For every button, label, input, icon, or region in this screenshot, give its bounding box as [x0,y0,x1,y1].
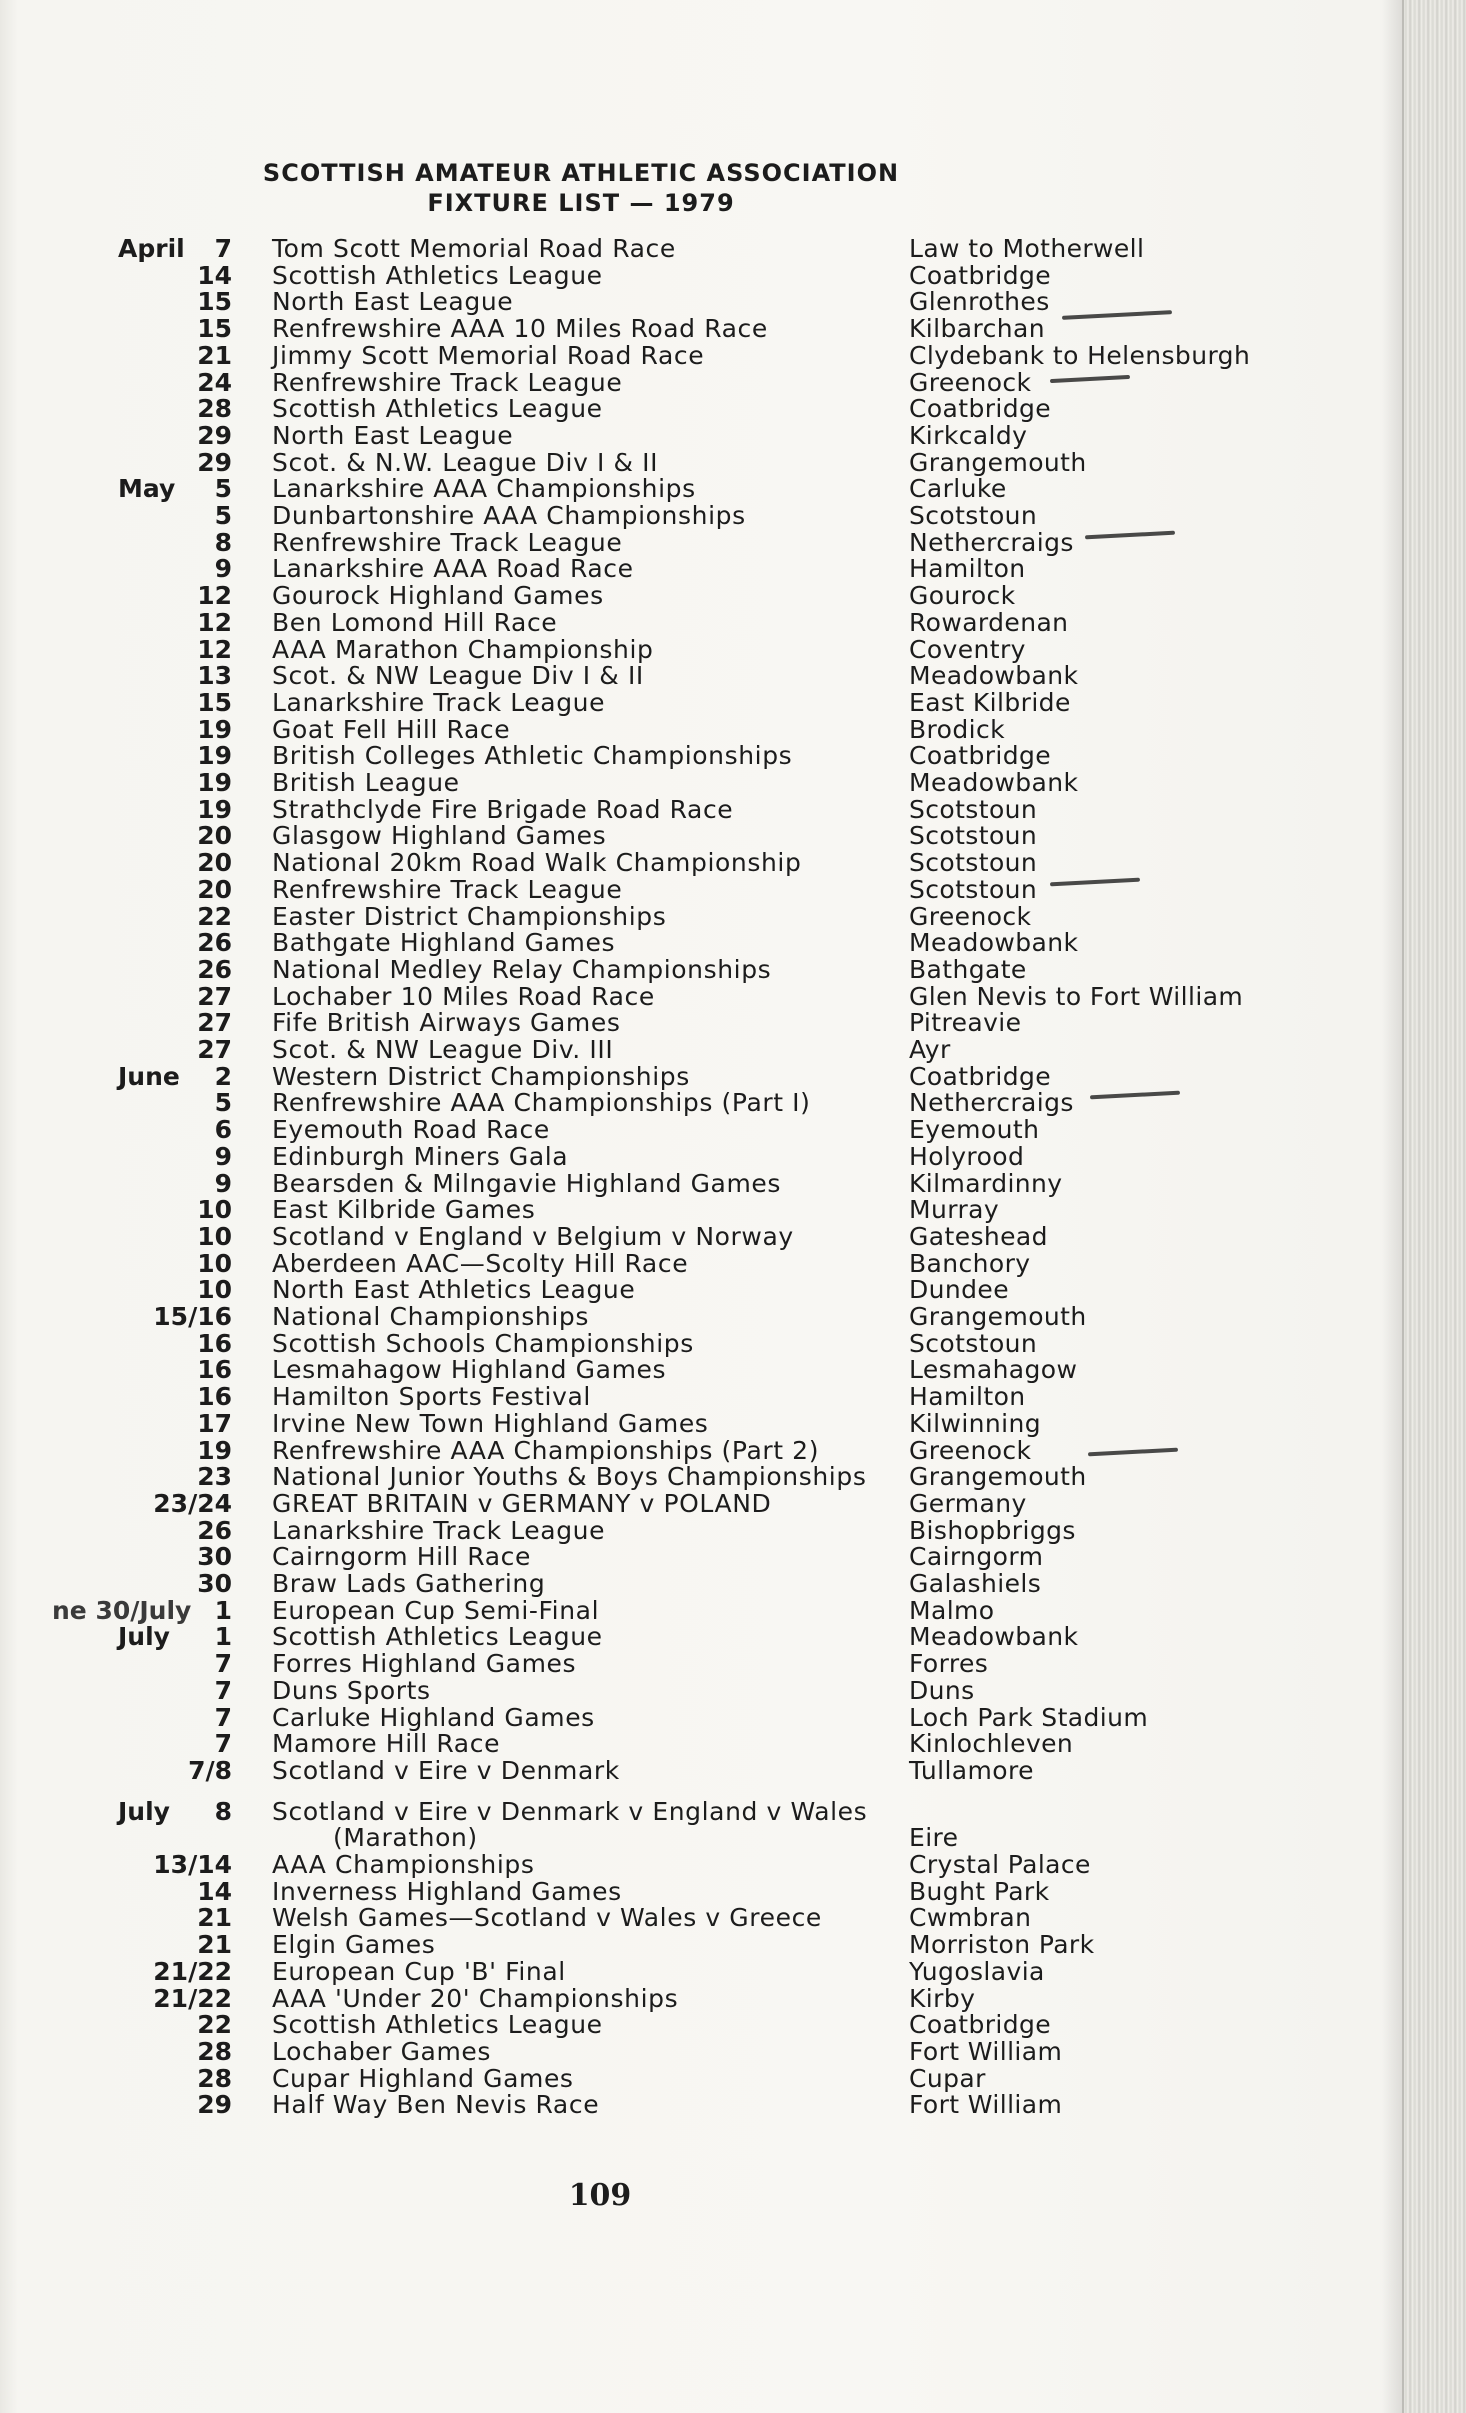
fixture-date: 20 [197,821,232,851]
fixture-venue: Nethercraigs [909,527,1074,557]
fixture-event: AAA Marathon Championship [272,634,654,664]
fixture-row [0,262,1400,289]
fixture-event: Cairngorm Hill Race [272,1542,531,1572]
fixture-venue: Kinlochleven [909,1729,1074,1759]
fixture-event: Western District Championships [272,1061,690,1091]
fixture-venue: Clydebank to Helensburgh [909,340,1251,370]
fixture-date: 10 [197,1221,232,1251]
fixture-event: Bearsden & Milngavie Highland Games [272,1168,782,1198]
fixture-date: 22 [197,2010,232,2040]
fixture-date: 27 [197,1008,232,1038]
fixture-row [0,2091,1400,2118]
fixture-row [0,876,1400,903]
fixture-venue: Coatbridge [909,260,1052,290]
fixture-event: Scot. & NW League Div I & II [272,661,644,691]
fixture-event: Easter District Championships [272,901,667,931]
fixture-date: 16 [197,1328,232,1358]
fixture-date: 30 [197,1569,232,1598]
fixture-row [0,1597,1400,1624]
fixture-event: Scotland v Eire v Denmark v England v Wales [272,1796,868,1826]
fixture-date: 28 [197,394,232,424]
fixture-date: 8 [214,1796,232,1826]
fixture-date: 21/22 [153,1956,232,1986]
fixture-event: Strathclyde Fire Brigade Road Race [272,794,734,824]
fixture-event: Aberdeen AAC—Scolty Hill Race [272,1248,689,1278]
fixture-venue: Law to Motherwell [909,234,1145,263]
fixture-date: 10 [197,1195,232,1225]
fixture-date: 26 [197,954,232,984]
fixture-venue: Meadowbank [909,928,1079,958]
fixture-venue: Fort William [909,2036,1063,2066]
fixture-event: Dunbartonshire AAA Championships [272,501,746,530]
fixture-venue: Eyemouth [909,1115,1040,1145]
fixture-row [0,1931,1400,1958]
fixture-event: British League [272,768,460,797]
fixture-venue: Yugoslavia [909,1956,1045,1986]
fixture-event: Lesmahagow Highland Games [272,1355,667,1385]
fixture-venue: Cwmbran [909,1903,1032,1933]
fixture-event: AAA Championships [272,1850,535,1879]
fixture-venue: Morriston Park [909,1930,1095,1960]
fixture-event: North East League [272,420,514,450]
fixture-row [0,1543,1400,1570]
fixture-date: 19 [197,714,232,744]
fixture-event: Half Way Ben Nevis Race [272,2090,600,2120]
fixture-row [0,1330,1400,1357]
fixture-date: 9 [214,1168,232,1198]
fixture-event: European Cup 'B' Final [272,1956,566,1986]
fixture-row [0,1383,1400,1410]
fixture-date: 16 [197,1382,232,1412]
fixture-event: National Championships [272,1302,589,1331]
fixture-date: 21 [197,1903,232,1933]
fixture-event: Duns Sports [272,1675,431,1705]
fixture-event: Lochaber 10 Miles Road Race [272,981,655,1011]
fixture-date: 29 [197,420,232,450]
fixture-event: North East League [272,287,514,317]
fixture-event: Bathgate Highland Games [272,928,616,958]
fixture-venue: Eire [909,1823,959,1853]
fixture-venue: Murray [909,1195,1000,1225]
fixture-date: 28 [197,2036,232,2066]
fixture-event: GREAT BRITAIN v GERMANY v POLAND [272,1488,772,1518]
fixture-venue: Scotstoun [909,794,1038,824]
fixture-date: 9 [214,1141,232,1171]
fixture-event: Jimmy Scott Memorial Road Race [272,340,705,370]
fixture-row [0,1985,1400,2012]
fixture-date: 7 [214,1675,232,1705]
fixture-date: 2 [214,1061,232,1091]
fixture-venue: Greenock [909,367,1032,397]
fixture-row [0,2038,1400,2065]
fixture-row [0,1089,1400,1116]
fixture-row [0,1623,1400,1650]
fixture-row [0,1063,1400,1090]
fixture-row [0,1757,1400,1784]
fixture-event: Edinburgh Miners Gala [272,1141,569,1171]
fixture-date: 30 [197,1542,232,1572]
fixture-venue: Glenrothes [909,287,1050,317]
fixture-date: 12 [197,581,232,611]
fixture-row [0,395,1400,422]
fixture-month: July [118,1796,170,1826]
fixture-date: 10 [197,1248,232,1278]
fixture-venue: Meadowbank [909,1622,1079,1652]
fixture-date: 7 [214,1649,232,1679]
fixture-venue: Nethercraigs [909,1088,1074,1118]
fixture-date: 23 [197,1462,232,1492]
fixture-date: 24 [197,367,232,397]
fixture-row [0,716,1400,743]
fixture-date: 17 [197,1408,232,1438]
fixture-venue: Grangemouth [909,1302,1087,1331]
fixture-event: Scottish Athletics League [272,1622,603,1652]
fixture-event: Scot. & N.W. League Div I & II [272,447,659,477]
fixture-event: Lanarkshire AAA Road Race [272,554,634,584]
fixture-row [0,369,1400,396]
fixture-row [0,1570,1400,1597]
fixture-venue: Germany [909,1488,1027,1518]
fixture-event: East Kilbride Games [272,1195,536,1225]
fixture-date: 15 [197,287,232,317]
fixture-event: Fife British Airways Games [272,1008,621,1038]
fixture-event: National Medley Relay Championships [272,954,772,984]
fixture-row [0,636,1400,663]
fixture-event: Forres Highland Games [272,1649,577,1679]
fixture-month: July [118,1622,170,1652]
fixture-venue: Scotstoun [909,821,1038,851]
fixture-event: Tom Scott Memorial Road Race [272,234,676,263]
fixture-month: ne 30/July [52,1595,192,1625]
fixture-event: North East Athletics League [272,1275,636,1305]
fixture-venue: Coventry [909,634,1026,664]
fixture-date: 21/22 [153,1983,232,2013]
fixture-row [0,1490,1400,1517]
fixture-venue: Coatbridge [909,1061,1052,1091]
fixture-row [0,1170,1400,1197]
fixture-row [0,769,1400,796]
fixture-row [0,475,1400,502]
fixture-event: European Cup Semi-Final [272,1595,600,1625]
fixture-venue: East Kilbride [909,687,1071,717]
fixture-row [0,2065,1400,2092]
fixture-venue: Pitreavie [909,1008,1022,1038]
fixture-venue: Cairngorm [909,1542,1044,1572]
fixture-row [0,1356,1400,1383]
fixture-row [0,1958,1400,1985]
fixture-venue: Hamilton [909,554,1026,584]
fixture-venue: Scotstoun [909,848,1038,878]
fixture-row [0,1463,1400,1490]
fixture-venue: Coatbridge [909,394,1052,424]
fixture-date: 13 [197,661,232,691]
fixture-date: 23/24 [153,1488,232,1518]
fixture-row [0,2011,1400,2038]
fixture-venue: Gourock [909,581,1016,611]
fixture-venue: Hamilton [909,1382,1026,1412]
fixture-row [0,1437,1400,1464]
page-number: 109 [568,2178,632,2213]
fixture-venue: Greenock [909,1435,1032,1465]
fixture-event: Lanarkshire Track League [272,1515,606,1545]
fixture-event: Carluke Highland Games [272,1702,595,1732]
fixture-event: Scotland v Eire v Denmark [272,1755,620,1785]
fixture-venue: Crystal Palace [909,1850,1091,1879]
fixture-venue: Kirby [909,1983,976,2013]
fixture-event: Scottish Schools Championships [272,1328,694,1358]
fixture-venue: Brodick [909,714,1006,744]
fixture-date: 28 [197,2063,232,2093]
fixture-event: Scotland v England v Belgium v Norway [272,1221,794,1251]
fixture-row [0,1878,1400,1905]
fixture-event: Scot. & NW League Div. III [272,1035,614,1064]
fixture-row [0,1517,1400,1544]
fixture-row [0,609,1400,636]
fixture-row [0,1009,1400,1036]
fixture-event: Renfrewshire AAA Championships (Part 2) [272,1435,820,1465]
fixture-date: 7 [214,1702,232,1732]
fixture-event: Renfrewshire AAA Championships (Part I) [272,1088,811,1118]
fixture-row [0,1704,1400,1731]
fixture-venue: Kirkcaldy [909,420,1028,450]
fixture-row [0,1250,1400,1277]
fixture-row [0,822,1400,849]
fixture-venue: Coatbridge [909,741,1052,771]
fixture-row [0,1223,1400,1250]
fixture-event: Renfrewshire Track League [272,367,623,397]
fixture-row [0,1410,1400,1437]
fixture-event: Cupar Highland Games [272,2063,574,2093]
fixture-venue: Dundee [909,1275,1009,1305]
fixture-date: 20 [197,874,232,904]
fixture-date: 7/8 [188,1755,232,1785]
fixture-row [0,1677,1400,1704]
fixture-date: 8 [214,527,232,557]
fixture-event: British Colleges Athletic Championships [272,741,793,771]
fixture-row [0,1116,1400,1143]
fixture-venue: Galashiels [909,1569,1042,1598]
fixture-date: 13/14 [153,1850,232,1879]
fixture-venue: Grangemouth [909,447,1087,477]
fixture-event: Ben Lomond Hill Race [272,607,558,637]
fixture-venue: Bishopbriggs [909,1515,1076,1545]
fixture-date: 7 [214,234,232,263]
fixture-event: Hamilton Sports Festival [272,1382,591,1412]
fixture-venue: Duns [909,1675,975,1705]
fixture-event: Elgin Games [272,1930,436,1960]
fixture-event: Renfrewshire Track League [272,527,623,557]
fixture-event: Glasgow Highland Games [272,821,607,851]
fixture-venue: Scotstoun [909,874,1038,904]
fixture-row [0,689,1400,716]
fixture-event: Inverness Highland Games [272,1876,622,1906]
fixture-venue: Bathgate [909,954,1027,984]
fixture-row [0,1730,1400,1757]
fixture-row [0,929,1400,956]
fixture-event: Eyemouth Road Race [272,1115,550,1145]
fixture-row [0,849,1400,876]
fixture-date: 5 [214,474,232,504]
fixture-date: 16 [197,1355,232,1385]
fixture-venue: Greenock [909,901,1032,931]
fixture-date: 14 [197,1876,232,1906]
fixture-row [0,1851,1400,1878]
fixture-row [0,235,1400,262]
page-title: SCOTTISH AMATEUR ATHLETIC ASSOCIATION [262,159,900,187]
fixture-month: May [118,474,176,504]
fixture-date: 19 [197,794,232,824]
fixture-row [0,1143,1400,1170]
fixture-venue: Grangemouth [909,1462,1087,1492]
page-stack-edge [1402,0,1466,2413]
fixture-date: 15 [197,687,232,717]
fixture-row [0,529,1400,556]
fixture-event: Scottish Athletics League [272,2010,603,2040]
fixture-row [0,1798,1400,1825]
fixture-venue: Carluke [909,474,1007,504]
fixture-date: 5 [214,1088,232,1118]
fixture-event: Scottish Athletics League [272,260,603,290]
fixture-event: Lanarkshire AAA Championships [272,474,696,504]
fixture-event: AAA 'Under 20' Championships [272,1983,679,2013]
fixture-date: 7 [214,1729,232,1759]
page-subtitle: FIXTURE LIST — 1979 [427,189,735,217]
fixture-venue: Meadowbank [909,661,1079,691]
fixture-row [0,1276,1400,1303]
fixture-row [0,582,1400,609]
fixture-row [0,956,1400,983]
fixture-row [0,983,1400,1010]
fixture-venue: Bught Park [909,1876,1050,1906]
fixture-venue: Forres [909,1649,989,1679]
fixture-event: (Marathon) [333,1823,478,1853]
fixture-date: 26 [197,1515,232,1545]
fixture-date: 15 [197,314,232,344]
fixture-date: 27 [197,981,232,1011]
fixture-date: 26 [197,928,232,958]
fixture-date: 14 [197,260,232,290]
fixture-row [0,903,1400,930]
fixture-row [0,1824,1400,1851]
fixture-venue: Tullamore [909,1755,1034,1785]
fixture-date: 12 [197,634,232,664]
fixture-event: Welsh Games—Scotland v Wales v Greece [272,1903,822,1933]
fixture-date: 5 [214,501,232,530]
fixture-venue: Loch Park Stadium [909,1702,1149,1732]
fixture-venue: Fort William [909,2090,1063,2120]
fixture-date: 15/16 [153,1302,232,1331]
fixture-month: June [118,1061,180,1091]
fixture-venue: Glen Nevis to Fort William [909,981,1244,1011]
fixture-venue: Meadowbank [909,768,1079,797]
fixture-row [0,1036,1400,1063]
fixture-row [0,449,1400,476]
fixture-venue: Kilwinning [909,1408,1042,1438]
fixture-row [0,1650,1400,1677]
fixture-event: Mamore Hill Race [272,1729,501,1759]
fixture-event: Renfrewshire AAA 10 Miles Road Race [272,314,768,344]
fixture-venue: Ayr [909,1035,951,1064]
fixture-event: Renfrewshire Track League [272,874,623,904]
fixture-date: 9 [214,554,232,584]
fixture-date: 19 [197,1435,232,1465]
fixture-event: National Junior Youths & Boys Championships [272,1462,867,1492]
fixture-month: April [118,234,185,263]
fixture-row [0,342,1400,369]
fixture-event: Irvine New Town Highland Games [272,1408,709,1438]
fixture-row [0,1303,1400,1330]
fixture-date: 1 [214,1622,232,1652]
fixture-venue: Cupar [909,2063,986,2093]
fixture-date: 22 [197,901,232,931]
fixture-date: 19 [197,768,232,797]
fixture-event: National 20km Road Walk Championship [272,848,802,878]
fixture-date: 12 [197,607,232,637]
fixture-date: 27 [197,1035,232,1064]
fixture-row [0,662,1400,689]
fixture-row [0,422,1400,449]
fixture-venue: Banchory [909,1248,1031,1278]
fixture-venue: Holyrood [909,1141,1025,1171]
fixture-venue: Gateshead [909,1221,1048,1251]
fixture-date: 20 [197,848,232,878]
fixture-event: Scottish Athletics League [272,394,603,424]
fixture-event: Gourock Highland Games [272,581,604,611]
fixture-date: 10 [197,1275,232,1305]
fixture-row [0,796,1400,823]
fixture-row [0,555,1400,582]
fixture-venue: Kilmardinny [909,1168,1063,1198]
fixture-date: 1 [214,1595,232,1625]
fixture-row [0,742,1400,769]
fixture-date: 6 [214,1115,232,1145]
fixture-venue: Rowardenan [909,607,1069,637]
fixture-date: 19 [197,741,232,771]
fixture-venue: Scotstoun [909,501,1038,530]
fixture-row [0,502,1400,529]
fixture-event: Goat Fell Hill Race [272,714,511,744]
fixture-venue: Lesmahagow [909,1355,1078,1385]
fixture-event: Lanarkshire Track League [272,687,606,717]
fixture-row [0,1196,1400,1223]
fixture-date: 29 [197,447,232,477]
fixture-event: Lochaber Games [272,2036,492,2066]
fixture-row [0,288,1400,315]
fixture-venue: Kilbarchan [909,314,1045,344]
fixture-event: Braw Lads Gathering [272,1569,546,1598]
fixture-date: 29 [197,2090,232,2120]
fixture-date: 21 [197,1930,232,1960]
fixture-date: 21 [197,340,232,370]
fixture-row [0,1904,1400,1931]
fixture-venue: Coatbridge [909,2010,1052,2040]
fixture-venue: Scotstoun [909,1328,1038,1358]
fixture-row [0,315,1400,342]
fixture-venue: Malmo [909,1595,995,1625]
